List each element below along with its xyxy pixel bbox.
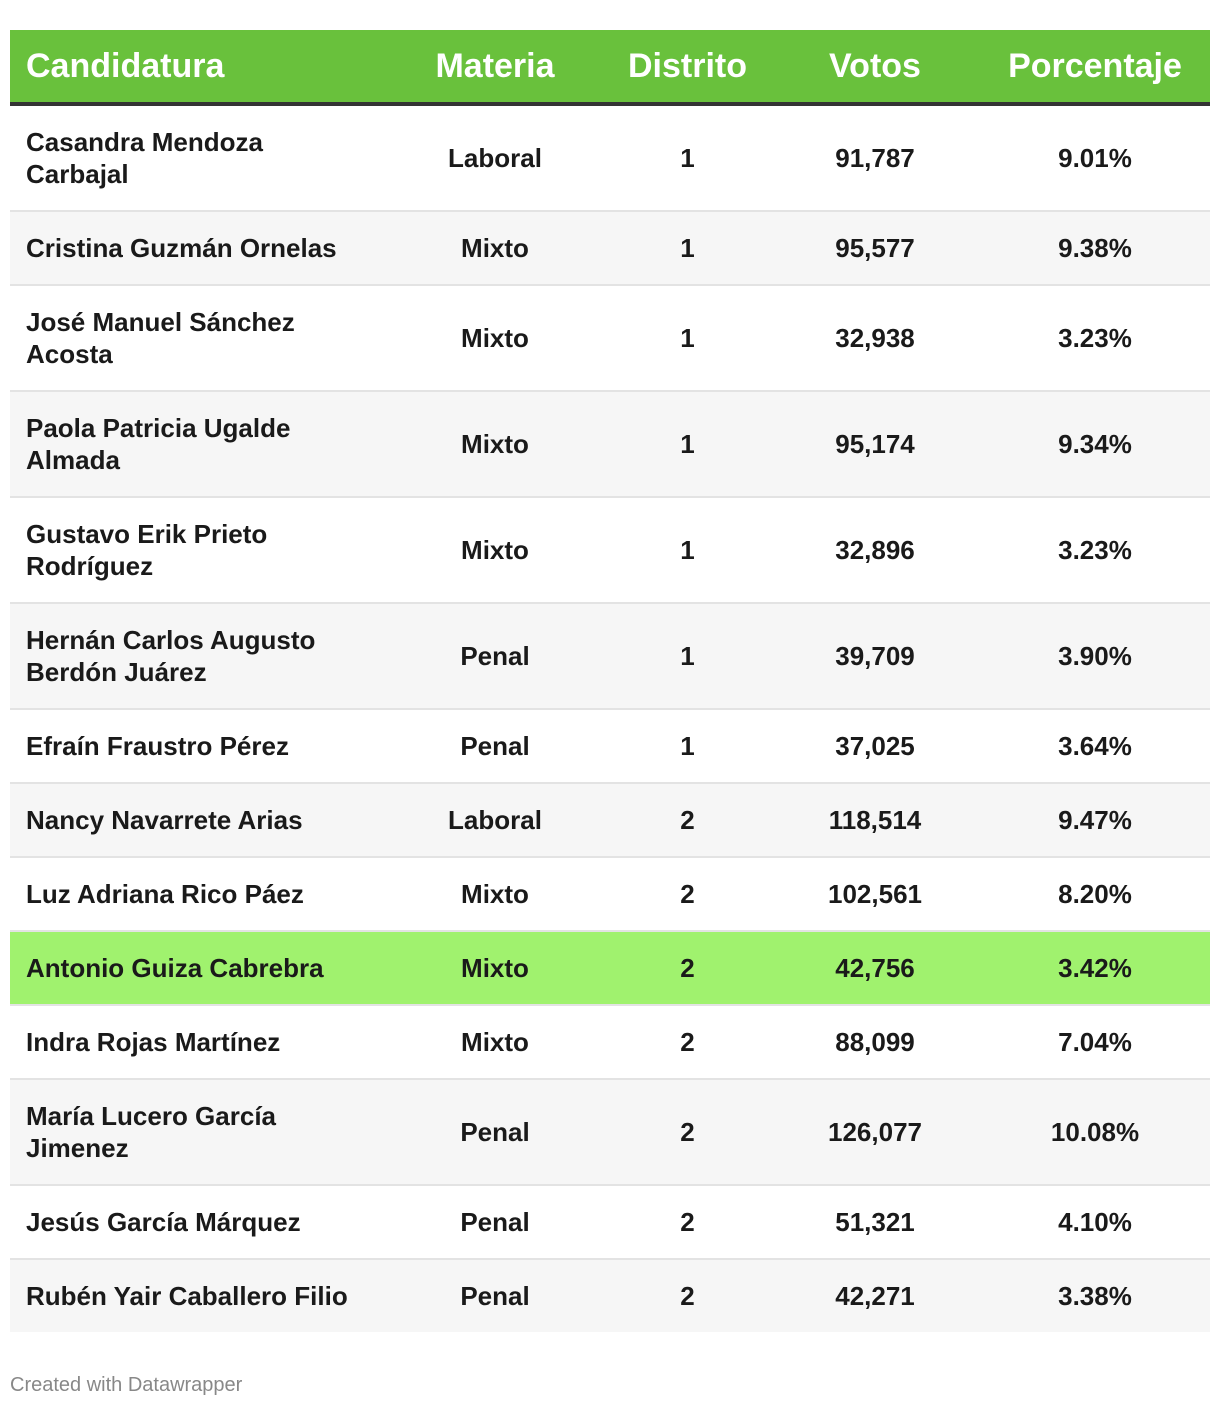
cell-distrito: 1 (605, 603, 770, 709)
table-body (10, 104, 1210, 1332)
cell-materia: Mixto (385, 857, 605, 931)
cell-candidatura: Casandra Mendoza Carbajal (10, 104, 385, 211)
cell-distrito: 2 (605, 1185, 770, 1259)
cell-materia: Mixto (385, 285, 605, 391)
column-header-votos[interactable]: Votos (770, 30, 980, 104)
cell-votos: 95,577 (770, 211, 980, 285)
cell-materia: Laboral (385, 783, 605, 857)
cell-candidatura: Jesús García Márquez (10, 1185, 385, 1259)
table-row (10, 603, 1210, 709)
cell-votos: 126,077 (770, 1079, 980, 1185)
cell-materia: Penal (385, 1259, 605, 1332)
table-row (10, 104, 1210, 211)
cell-votos: 88,099 (770, 1005, 980, 1079)
table-row (10, 1185, 1210, 1259)
cell-materia: Penal (385, 603, 605, 709)
cell-votos: 32,938 (770, 285, 980, 391)
cell-materia: Mixto (385, 211, 605, 285)
column-header-distrito[interactable]: Distrito (605, 30, 770, 104)
cell-candidatura: Gustavo Erik Prieto Rodríguez (10, 497, 385, 603)
cell-materia: Penal (385, 1185, 605, 1259)
table-row (10, 1005, 1210, 1079)
cell-distrito: 1 (605, 497, 770, 603)
cell-porcentaje: 7.04% (980, 1005, 1210, 1079)
cell-materia: Mixto (385, 497, 605, 603)
cell-distrito: 2 (605, 783, 770, 857)
cell-porcentaje: 3.64% (980, 709, 1210, 783)
cell-candidatura: Efraín Fraustro Pérez (10, 709, 385, 783)
cell-votos: 102,561 (770, 857, 980, 931)
cell-porcentaje: 3.38% (980, 1259, 1210, 1332)
table-row (10, 1079, 1210, 1185)
cell-candidatura: Antonio Guiza Cabrebra (10, 931, 385, 1005)
cell-distrito: 1 (605, 391, 770, 497)
cell-candidatura: Nancy Navarrete Arias (10, 783, 385, 857)
cell-votos: 91,787 (770, 104, 980, 211)
cell-distrito: 1 (605, 709, 770, 783)
table-row-highlighted (10, 931, 1210, 1005)
cell-materia: Mixto (385, 391, 605, 497)
table-row (10, 497, 1210, 603)
cell-distrito: 2 (605, 857, 770, 931)
cell-votos: 118,514 (770, 783, 980, 857)
table-row (10, 783, 1210, 857)
cell-distrito: 2 (605, 1079, 770, 1185)
table-row (10, 709, 1210, 783)
cell-distrito: 2 (605, 1005, 770, 1079)
table-row (10, 285, 1210, 391)
cell-votos: 51,321 (770, 1185, 980, 1259)
cell-distrito: 2 (605, 1259, 770, 1332)
datawrapper-credit: Created with Datawrapper (10, 1374, 243, 1396)
cell-candidatura: Luz Adriana Rico Páez (10, 857, 385, 931)
cell-porcentaje: 3.90% (980, 603, 1210, 709)
cell-porcentaje: 3.23% (980, 285, 1210, 391)
cell-candidatura: Rubén Yair Caballero Filio (10, 1259, 385, 1332)
cell-porcentaje: 9.34% (980, 391, 1210, 497)
cell-votos: 37,025 (770, 709, 980, 783)
cell-distrito: 1 (605, 211, 770, 285)
cell-distrito: 1 (605, 104, 770, 211)
column-header-candidatura[interactable]: Candidatura (10, 30, 385, 104)
table-row (10, 391, 1210, 497)
cell-candidatura: José Manuel Sánchez Acosta (10, 285, 385, 391)
cell-materia: Penal (385, 1079, 605, 1185)
cell-candidatura: Hernán Carlos Augusto Berdón Juárez (10, 603, 385, 709)
cell-distrito: 1 (605, 285, 770, 391)
cell-porcentaje: 9.47% (980, 783, 1210, 857)
cell-porcentaje: 8.20% (980, 857, 1210, 931)
column-header-materia[interactable]: Materia (385, 30, 605, 104)
table-row (10, 211, 1210, 285)
cell-distrito: 2 (605, 931, 770, 1005)
cell-porcentaje: 9.38% (980, 211, 1210, 285)
cell-votos: 95,174 (770, 391, 980, 497)
results-table-container (10, 30, 1210, 1332)
cell-votos: 42,271 (770, 1259, 980, 1332)
table-header-row (10, 30, 1210, 104)
results-table (10, 30, 1210, 1332)
cell-candidatura: Paola Patricia Ugalde Almada (10, 391, 385, 497)
cell-votos: 39,709 (770, 603, 980, 709)
column-header-porcentaje[interactable]: Porcentaje (980, 30, 1210, 104)
cell-materia: Mixto (385, 1005, 605, 1079)
cell-candidatura: María Lucero García Jimenez (10, 1079, 385, 1185)
cell-votos: 32,896 (770, 497, 980, 603)
cell-materia: Mixto (385, 931, 605, 1005)
cell-porcentaje: 10.08% (980, 1079, 1210, 1185)
cell-porcentaje: 9.01% (980, 104, 1210, 211)
cell-candidatura: Cristina Guzmán Ornelas (10, 211, 385, 285)
cell-materia: Penal (385, 709, 605, 783)
table-row (10, 857, 1210, 931)
cell-porcentaje: 4.10% (980, 1185, 1210, 1259)
cell-votos: 42,756 (770, 931, 980, 1005)
cell-materia: Laboral (385, 104, 605, 211)
cell-porcentaje: 3.42% (980, 931, 1210, 1005)
cell-candidatura: Indra Rojas Martínez (10, 1005, 385, 1079)
table-row (10, 1259, 1210, 1332)
cell-porcentaje: 3.23% (980, 497, 1210, 603)
